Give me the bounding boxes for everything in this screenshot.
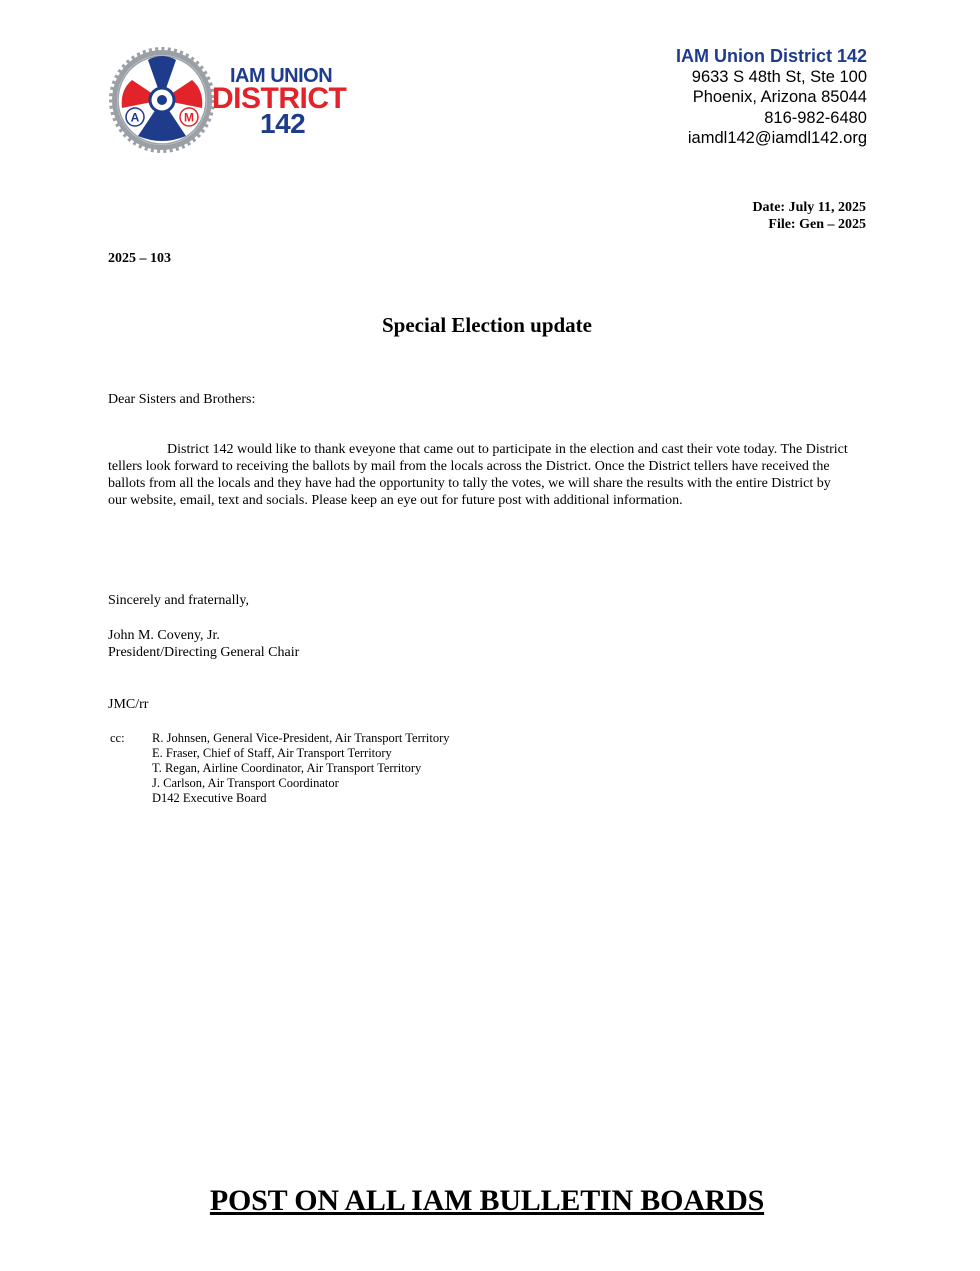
page-title: Special Election update bbox=[381, 313, 592, 337]
city-state-zip: Phoenix, Arizona 85044 bbox=[692, 88, 867, 106]
cc-recipient: D142 Executive Board bbox=[152, 791, 267, 805]
org-name: IAM Union District 142 bbox=[675, 46, 867, 66]
union-logo bbox=[108, 46, 370, 154]
iam-gear-emblem-icon bbox=[108, 46, 216, 154]
signer-title: President/Directing General Chair bbox=[108, 645, 300, 660]
letterhead-address bbox=[676, 46, 867, 149]
date-file-block bbox=[752, 199, 866, 233]
logo-text-iam-union: IAM UNION bbox=[230, 65, 333, 87]
phone-number: 816-982-6480 bbox=[764, 108, 867, 127]
cc-recipient: R. Johnsen, General Vice-President, Air Transport Territory bbox=[152, 731, 450, 745]
cc-list bbox=[152, 731, 450, 806]
email-address: iamdl142@iamdl142.org bbox=[687, 129, 867, 147]
signer-name: John M. Coveny, Jr. bbox=[108, 628, 220, 643]
letter-date: Date: July 11, 2025 bbox=[752, 200, 866, 215]
cc-recipient: T. Regan, Airline Coordinator, Air Transport Territory bbox=[152, 761, 422, 775]
body-paragraph: District 142 would like to thank eveyone that came out to participate in the election and cast their vote today. The District tellers look forward to receiving the ballots by mail from the locals across the District. Once the District tellers have received the ballots from all the locals and they have had the opportunity to tally the votes, we will share the results with the entire District by our website, email, text and socials. Please keep an eye out for future post with additional information. bbox=[108, 442, 848, 508]
cc-recipient: J. Carlson, Air Transport Coordinator bbox=[152, 776, 339, 790]
logo-text-district: DISTRICT bbox=[212, 82, 347, 115]
emblem-letter-m: M bbox=[184, 110, 194, 125]
closing: Sincerely and fraternally, bbox=[108, 593, 249, 608]
file-reference: File: Gen – 2025 bbox=[768, 217, 866, 232]
salutation: Dear Sisters and Brothers: bbox=[108, 392, 256, 407]
street-address: 9633 S 48th St, Ste 100 bbox=[691, 67, 867, 86]
cc-label: cc: bbox=[110, 731, 125, 745]
cc-recipient: E. Fraser, Chief of Staff, Air Transport Territory bbox=[152, 746, 392, 760]
logo-text-142: 142 bbox=[260, 108, 306, 139]
emblem-letter-a: A bbox=[130, 110, 140, 125]
typist-initials: JMC/rr bbox=[108, 697, 149, 712]
bulletin-number: 2025 – 103 bbox=[108, 251, 171, 266]
posting-notice: POST ON ALL IAM BULLETIN BOARDS bbox=[209, 1184, 765, 1217]
